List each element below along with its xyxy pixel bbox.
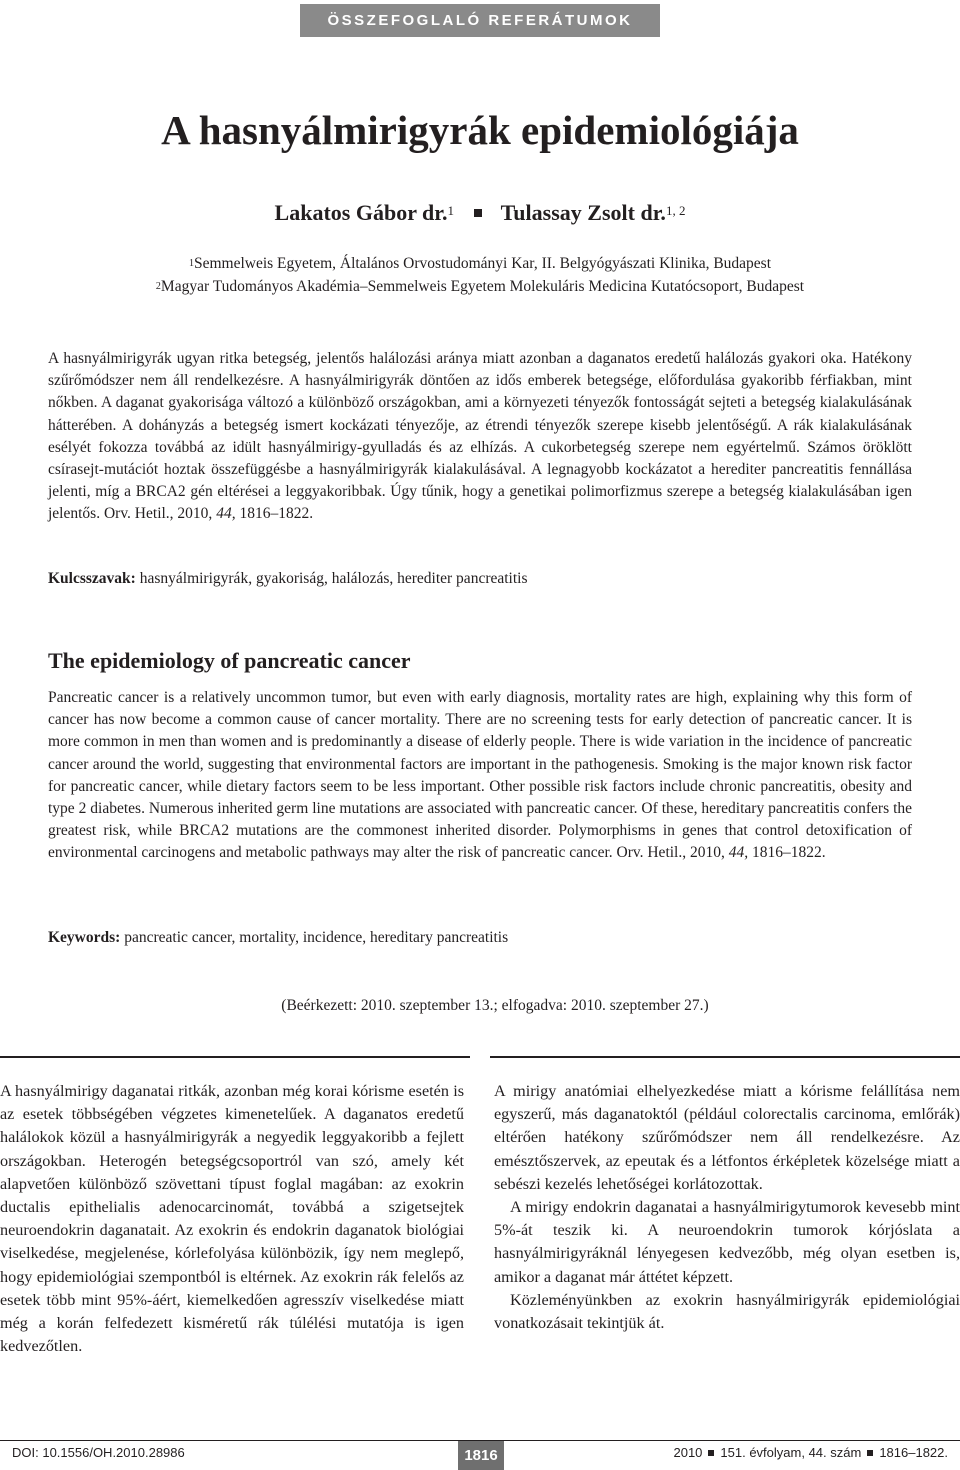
abstract-english	[48, 687, 912, 865]
body-paragraph: Közleményünkben az exokrin hasnyálmirigyrák epidemiológiai vonatkozásait tekintjük át.	[494, 1290, 960, 1333]
keywords-english	[48, 927, 508, 949]
body-paragraph: A mirigy anatómiai elhelyezkedése miatt a kórisme felállítása nem egyszerű, más daganatoktól (például colorectalis carcinoma, emlőrák) eltérően hatékony szűrőmódszer nem áll rendelkezésre. Az emésztőszervek, az epeutak és a létfontos érképletek közelsége miatt a sebészi kezelés lehetőségei korlátozottak.	[494, 1082, 960, 1193]
issue-year: 2010	[673, 1445, 703, 1460]
affiliation-2-sup: 2	[155, 281, 161, 292]
separator-square	[867, 1450, 873, 1456]
abstract-hu-pages: 1816–1822.	[235, 505, 314, 523]
body-paragraph: A hasnyálmirigy daganatai ritkák, azonban még korai kórisme esetén is az esetek többségében végzetes kimenetelűek. A daganatos eredetű halálokok közül a hasnyálmirigyrák a negyedik leggyakoribb a fejlett országokban. Heterogén betegségcsoportról van szó, amely két alapvetően különböző szövettani típust foglal magában: az exokrin ductalis epithelialis adenocarcinomát, továbbá a szigetsejtek neuroendokrin daganatait. Az exokrin és endokrin daganatok biológiai viselkedése, megjelenése, kórlefolyása különbözik, így nem meglepő, hogy epidemiológiai szempontból is eltérnek. Az exokrin rák felelős az esetek több mint 95%-áért, kiemelkedően agresszív viselkedése miatt még a korán felfedezett kisméretű rák túlélési mutatója is igen kedvezőtlen.	[0, 1082, 464, 1356]
article-title: A hasnyálmirigyrák epidemiológiája	[161, 107, 799, 153]
affiliation-1-text: Semmelweis Egyetem, Általános Orvostudományi Kar, II. Belgyógyászati Klinika, Budapest	[193, 255, 772, 272]
abstract-en-pages: 1816–1822.	[748, 844, 826, 862]
abstract-hu-volume: 44,	[216, 505, 236, 523]
page-number-badge	[458, 1441, 504, 1470]
issue-volume: 151. évfolyam, 44. szám	[720, 1445, 862, 1460]
author-line	[0, 198, 960, 228]
english-title: The epidemiology of pancreatic cancer	[48, 648, 411, 673]
affiliation-1	[0, 253, 960, 275]
issue-info	[673, 1445, 948, 1460]
body-paragraph: A mirigy endokrin daganatai a hasnyálmirigytumorok kevesebb mint 5%-át teszik ki. A neuroendokrin tumorok kórjóslata a hasnyálmirigyráknál lényegesen kedvezőbb, még olyan esetben is, amikor a daganat már áttétet képzett.	[494, 1198, 960, 1286]
abstract-hu-text: A hasnyálmirigyrák ugyan ritka betegség, jelentős halálozási aránya miatt azonban a daganatos eredetű halálozás gyakori oka. Hatékony szűrőmódszer nem áll rendelkezésre. A hasnyálmirigyrák döntően az idős emberek betegsége, előfordulása gyakoribb férfiakban, mint nőkben. A daganat gyakorisága változó a különböző országokban, ami a környezeti tényezők fontosságát sejteti a betegség kialakulásának hátterében. A dohányzás a betegség ismert kockázati tényezője, az étrendi tényezők szerepe kisebb jelentőségű. A rák kialakulásának esélyét fokozza továbbá az idült hasnyálmirigy-gyulladás és az elhízás. A cukorbetegség szerepe nem egyértelmű. Számos öröklött csírasejt-mutációt hoztak összefüggésbe a hasnyálmirigyrák kialakulásával. A legnagyobb kockázatot a herediter pancreatitis fennállása jelenti, míg a BRCA2 gén eltérései a leggyakoribbak. Úgy tűnik, hogy a genetikai polimorfizmus szerepe a betegség kialakulásában igen jelentős. Orv. Hetil., 2010,	[48, 350, 912, 523]
author-2-affil-sup: 1, 2	[665, 203, 686, 218]
abstract-hungarian	[48, 348, 912, 526]
left-column-divider	[0, 1056, 470, 1058]
affiliation-2	[0, 276, 960, 298]
affiliation-2-text: Magyar Tudományos Akadémia–Semmelweis Egyetem Molekuláris Medicina Kutatócsoport, Budapest	[160, 278, 805, 295]
author-separator-square	[474, 209, 482, 217]
doi-text: DOI: 10.1556/OH.2010.28986	[12, 1445, 185, 1460]
issue-pages: 1816–1822.	[879, 1445, 948, 1460]
keywords-en-text: pancreatic cancer, mortality, incidence, hereditary pancreatitis	[120, 929, 509, 946]
affiliation-1-sup: 1	[188, 258, 194, 269]
keywords-hu-label: Kulcsszavak:	[48, 570, 136, 587]
abstract-en-text: Pancreatic cancer is a relatively uncommon tumor, but even with early diagnosis, mortality rates are high, explaining why this form of cancer has now become a common cause of cancer mortality. There are no screening tests for early detection of pancreatic cancer. It is more common in men than women and is predominantly a disease of elderly people. There is wide variation in the incidence of pancreatic cancer around the world, suggesting that environmental factors are important in the pathogenesis. Smoking is the major known risk factor for pancreatic cancer, while dietary factors seem to be less important. Other possible risk factors include chronic pancreatitis, obesity and type 2 diabetes. Numerous inherited germ line mutations are associated with pancreatic cancer. Of these, hereditary pancreatitis confers the greatest risk, while BRCA2 mutations are the commonest inherited disorder. Polymorphisms in genes that control detoxification of environmental carcinogens and metabolic pathways may alter the risk of pancreatic cancer. Orv. Hetil., 2010,	[48, 689, 912, 862]
section-header	[300, 4, 660, 37]
author-2: Tulassay Zsolt dr.	[500, 200, 666, 225]
page-number: 1816	[464, 1447, 498, 1464]
keywords-en-label: Keywords:	[48, 929, 121, 946]
author-1-affil-sup: 1	[447, 203, 455, 218]
keywords-hungarian	[48, 568, 528, 590]
body-right-column	[494, 1080, 960, 1335]
separator-square	[708, 1450, 714, 1456]
abstract-en-volume: 44,	[728, 844, 749, 862]
page-footer	[0, 1441, 960, 1470]
author-1: Lakatos Gábor dr.	[274, 200, 448, 225]
section-label: ÖSSZEFOGLALÓ REFERÁTUMOK	[327, 12, 633, 29]
keywords-hu-text: hasnyálmirigyrák, gyakoriság, halálozás, herediter pancreatitis	[135, 570, 528, 587]
body-left-column	[0, 1080, 464, 1358]
received-dates: (Beérkezett: 2010. szeptember 13.; elfogadva: 2010. szeptember 27.)	[281, 997, 709, 1014]
right-column-divider	[490, 1056, 960, 1058]
